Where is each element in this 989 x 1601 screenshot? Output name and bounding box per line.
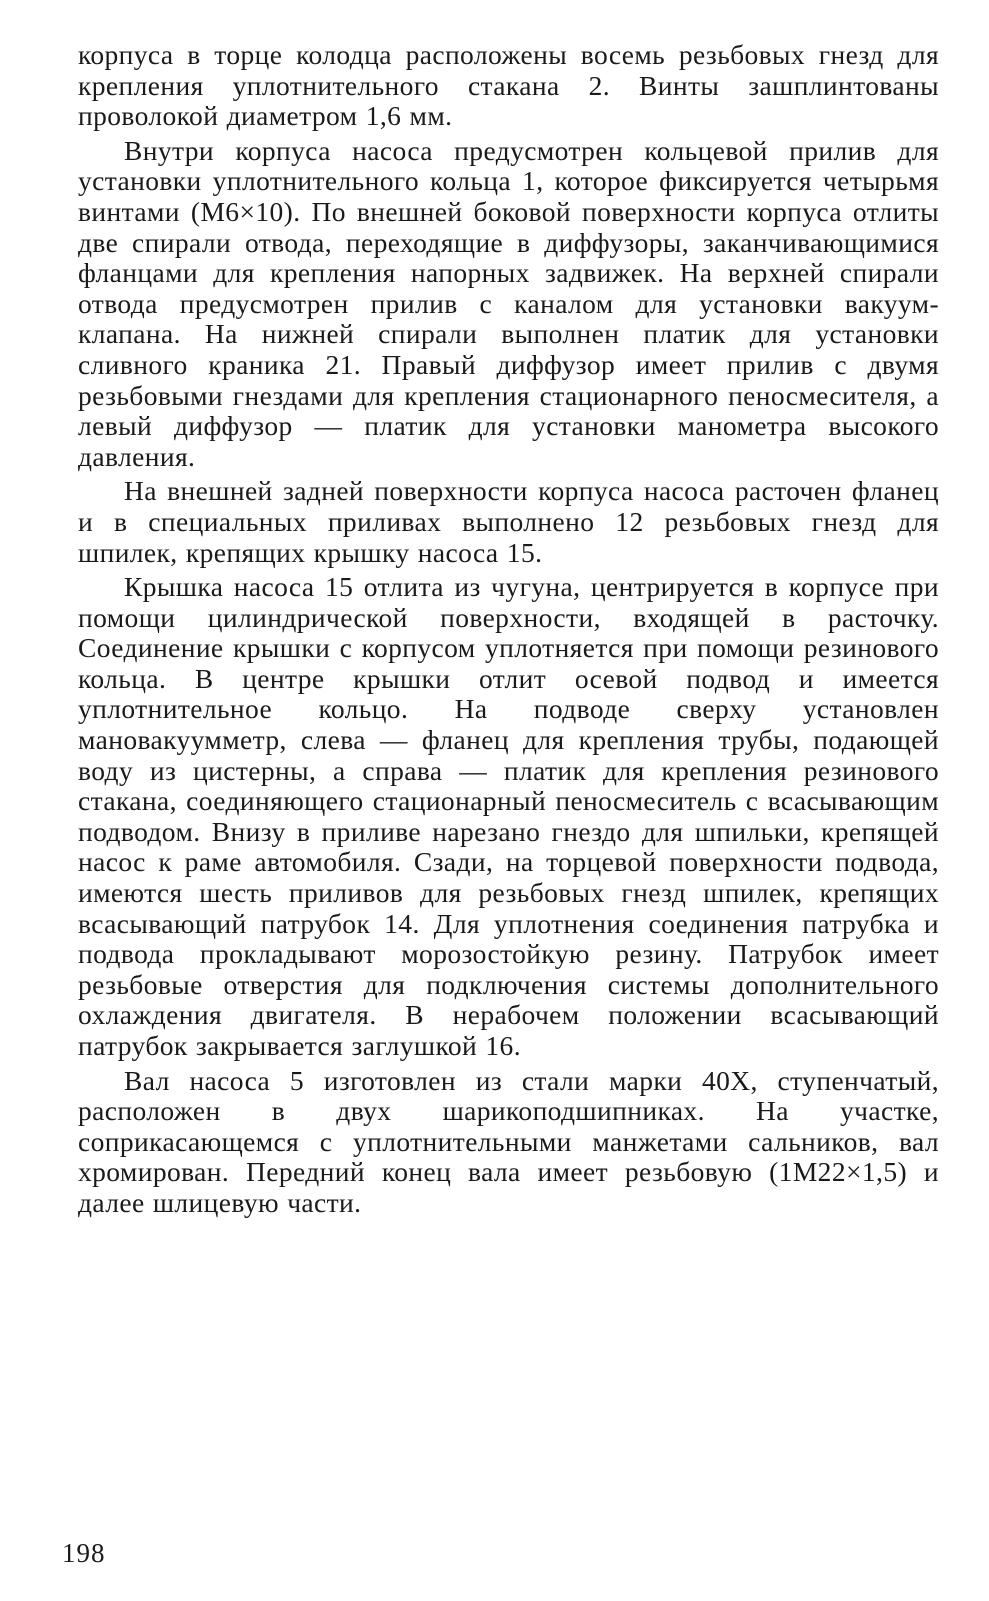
paragraph-4: Крышка насоса 15 отлита из чугуна, центрируется в корпусе при помощи цилиндрической поверхности, входящей в расточку. Соединение крышки с корпусом уплотняется при помощи резинового кольца. В центре крышки отлит осевой подвод и имеется уплотнительное кольцо. На подводе сверху установлен мановакуумметр, слева — фланец для крепления трубы, подающей воду из цистерны, а справа — платик для крепления резинового стакана, соединяющего стационарный пеносмеситель с всасывающим подводом. Внизу в приливе нарезано гнездо для шпильки, крепящей насос к раме автомобиля. Сзади, на торцевой поверхности подвода, имеются шесть приливов для резьбовых гнезд шпилек, крепящих всасывающий патрубок 14. Для уплотнения соединения патрубка и подвода прокладывают морозостойкую резину. Патрубок имеет резьбовые отверстия для подключения системы дополнительного охлаждения двигателя. В нерабочем положении всасывающий патрубок закрывается заглушкой 16. <box>78 571 939 1061</box>
paragraph-1: корпуса в торце колодца расположены восемь резьбовых гнезд для крепления уплотнительного стакана 2. Винты зашплинтованы проволокой диаметром 1,6 мм. <box>78 39 939 132</box>
page-number: 198 <box>62 1538 106 1568</box>
text-block <box>78 40 939 1219</box>
paragraph-2: Внутри корпуса насоса предусмотрен кольцевой прилив для установки уплотнительного кольца 1, которое фиксируется четырьмя винтами (М6×10). По внешней боковой поверхности корпуса отлиты две спирали отвода, переходящие в диффузоры, заканчивающимися фланцами для крепления напорных задвижек. На верхней спирали отвода предусмотрен прилив с каналом для установки вакуум-клапана. На нижней спирали выполнен платик для установки сливного краника 21. Правый диффузор имеет прилив с двумя резьбовыми гнездами для крепления стационарного пеносмесителя, а левый диффузор — платик для установки манометра высокого давления. <box>78 134 939 472</box>
paragraph-5: Вал насоса 5 изготовлен из стали марки 40Х, ступенчатый, расположен в двух шарикоподшипниках. На участке, соприкасающемся с уплотнительными манжетами сальников, вал хромирован. Передний конец вала имеет резьбовую (1М22×1,5) и далее шлицевую части. <box>78 1064 939 1218</box>
paragraph-3: На внешней задней поверхности корпуса насоса расточен фланец и в специальных приливах выполнено 12 резьбовых гнезд для шпилек, крепящих крышку насоса 15. <box>78 475 939 568</box>
